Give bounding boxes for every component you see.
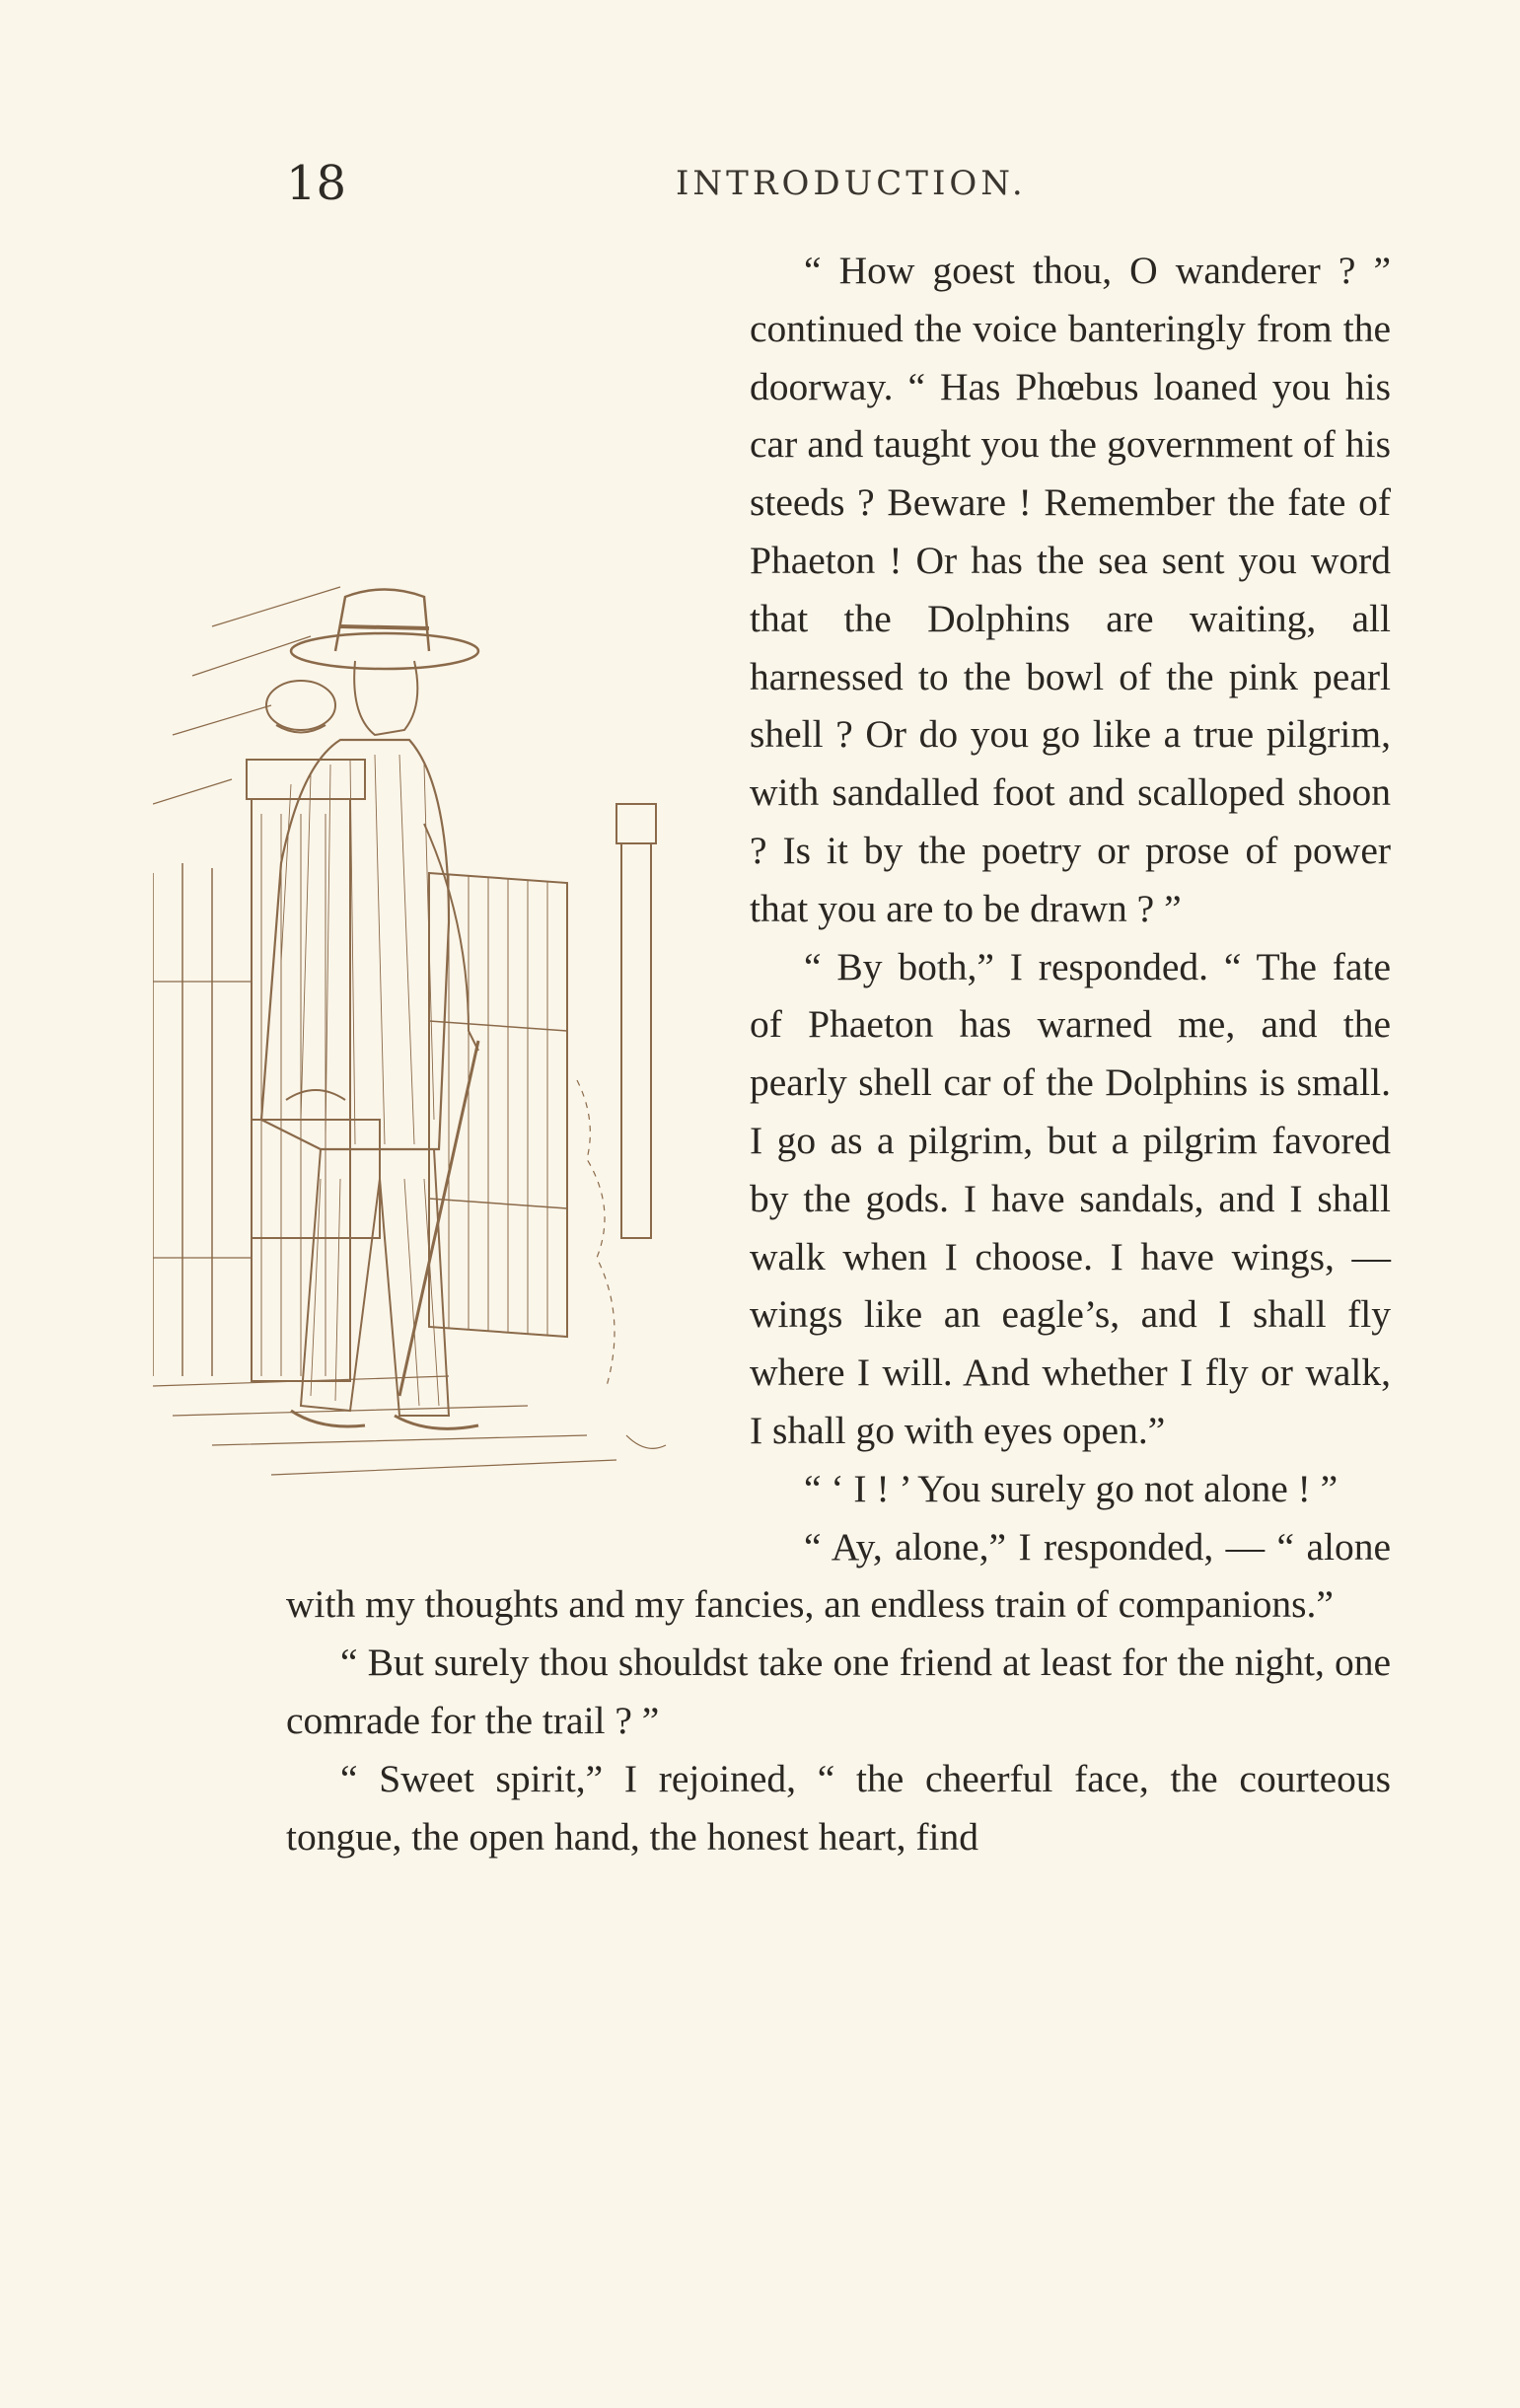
paragraph: “ Sweet spirit,” I rejoined, “ the cheerful face, the courteous tongue, the open hand, the honest heart, find — [286, 1756, 1391, 1859]
running-head — [286, 156, 1391, 215]
traveller-at-gate-illustration — [153, 567, 784, 1490]
paragraph: “ How goest thou, O wanderer ? ” continued the voice banteringly from the doorway. “ Has Phœbus loaned you his car and taught you the government of his steeds ? Beware ! Remember the fate of Phaeton ! Or has the sea sent you word that the Dolphins are waiting, all harnessed to the bowl of the pink pearl shell ? Or do you go like a true pilgrim, with sandalled foot and scalloped shoon ? Is it by the poetry or prose of power that you are to be drawn ? ” — [750, 249, 1391, 930]
paragraph: “ ‘ I ! ’ You surely go not alone ! ” — [804, 1466, 1339, 1510]
header-title: INTRODUCTION. — [676, 164, 1027, 203]
paragraph: “ By both,” I responded. “ The fate of Phaeton has warned me, and the pearly shell car of the Dolphins is small. I go as a pilgrim, but a pilgrim favored by the gods. I have sandals, and I shall walk when I choose. I have wings, — wings like an eagle’s, and I shall fly where I will. And whether I fly or walk, I shall go with eyes open.” — [750, 944, 1391, 1452]
paragraph: “ Ay, alone,” I responded, — “ alone with my thoughts and my fancies, an endless train of companions.” — [286, 1524, 1391, 1627]
page-number: 18 — [286, 156, 347, 211]
paragraph: “ But surely thou shouldst take one friend at least for the night, one comrade for the trail ? ” — [286, 1641, 1391, 1742]
